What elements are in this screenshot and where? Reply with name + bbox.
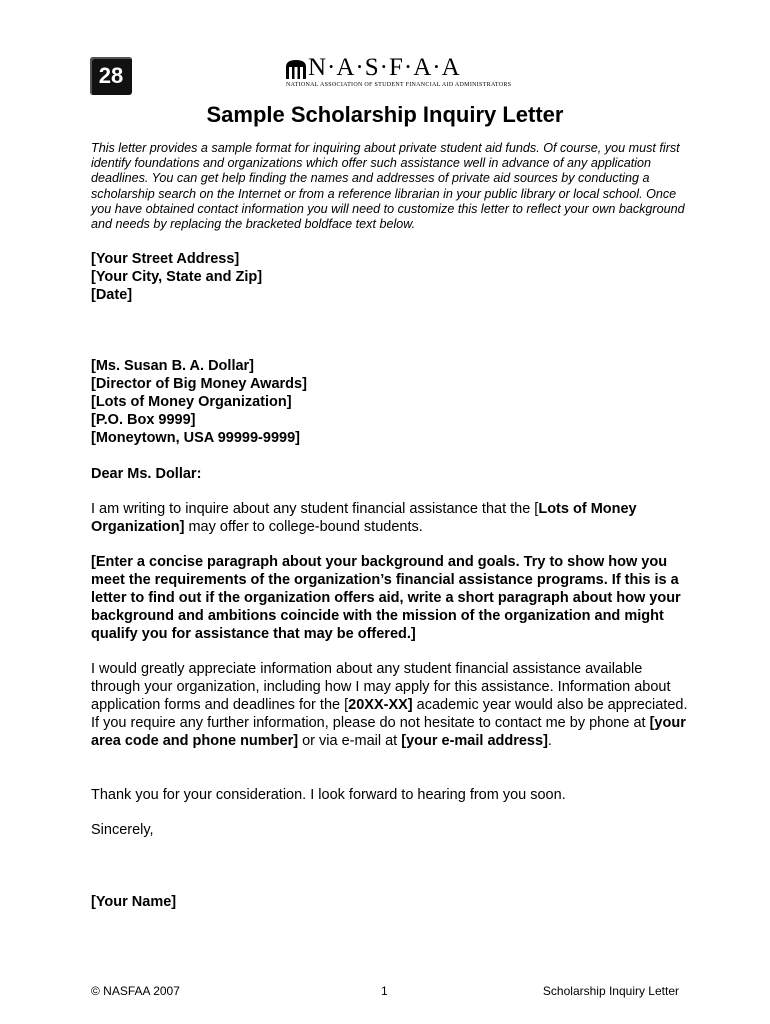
logo-subtitle: NATIONAL ASSOCIATION OF STUDENT FINANCIAL AID ADMINISTRATORS — [286, 82, 512, 88]
footer-page-number: 1 — [381, 984, 388, 998]
p1-org: Lots of Money Organization] — [91, 501, 637, 535]
paragraph-2: [Enter a concise paragraph about your background and goals. Try to show how you meet the requirements of the organization’s financial assistance programs. If this is a letter to find out if the organization offers aid, write a short paragraph about how your background and ambitions coincide with the mission of the organization and might qualify you for assistance that may be offered.] — [91, 554, 681, 642]
recipient-city: [Moneytown, USA 99999-9999] — [91, 430, 300, 446]
closing: Sincerely, — [91, 822, 154, 838]
p1-text-end: may offer to college-bound students. — [184, 519, 423, 535]
nasfaa-logo — [284, 54, 512, 92]
sender-street: [Your Street Address] — [91, 251, 240, 267]
paragraph-1 — [91, 500, 691, 536]
page-number-badge: 28 — [90, 57, 132, 95]
p3-text: I would greatly appreciate information about any student financial assistance available through your organization, including how I may apply for this assistance. Information about application forms and deadlines for the [ — [91, 661, 671, 713]
p3-phone: [your area code and phone number] — [91, 715, 686, 749]
sender-date: [Date] — [91, 287, 133, 303]
p3-text-2: academic year would also be appreciated. If you require any further information, please do not hesitate to contact me by phone at — [91, 697, 688, 731]
recipient-box: [P.O. Box 9999] — [91, 412, 196, 428]
p1-text: I am writing to inquire about any student financial assistance that the [ — [91, 501, 539, 517]
recipient-address — [91, 357, 307, 447]
p3-text-3: or via e-mail at — [298, 733, 402, 749]
building-columns-icon — [284, 58, 308, 80]
recipient-title: [Director of Big Money Awards] — [91, 376, 307, 392]
recipient-org: [Lots of Money Organization] — [91, 394, 292, 410]
sender-city: [Your City, State and Zip] — [91, 269, 263, 285]
footer-copyright: © NASFAA 2007 — [91, 984, 180, 998]
page-title: Sample Scholarship Inquiry Letter — [206, 102, 564, 127]
p3-text-end: . — [547, 733, 552, 749]
footer-title: Scholarship Inquiry Letter — [542, 984, 679, 998]
logo-name: N·A·S·F·A·A — [308, 54, 461, 81]
p3-year: 20XX-XX] — [348, 697, 413, 713]
sender-address — [91, 250, 262, 304]
salutation: Dear Ms. Dollar: — [91, 466, 202, 482]
paragraph-3 — [91, 660, 691, 750]
intro-paragraph: This letter provides a sample format for inquiring about private student aid funds. Of course, you must first identify foundations and organizations which offer such assistance well in advance of any application deadlines. You can get help finding the names and addresses of private aid sources by conducting a scholarship search on the Internet or from a reference librarian in your public library or local school. Once you have obtained contact information you will need to customize this letter to reflect your own background and needs by replacing the bracketed boldface text below. — [91, 141, 685, 232]
signature-name: [Your Name] — [91, 894, 177, 910]
p3-email: [your e-mail address] — [401, 733, 548, 749]
recipient-name: [Ms. Susan B. A. Dollar] — [91, 358, 255, 374]
paragraph-4: Thank you for your consideration. I look forward to hearing from you soon. — [91, 787, 566, 803]
